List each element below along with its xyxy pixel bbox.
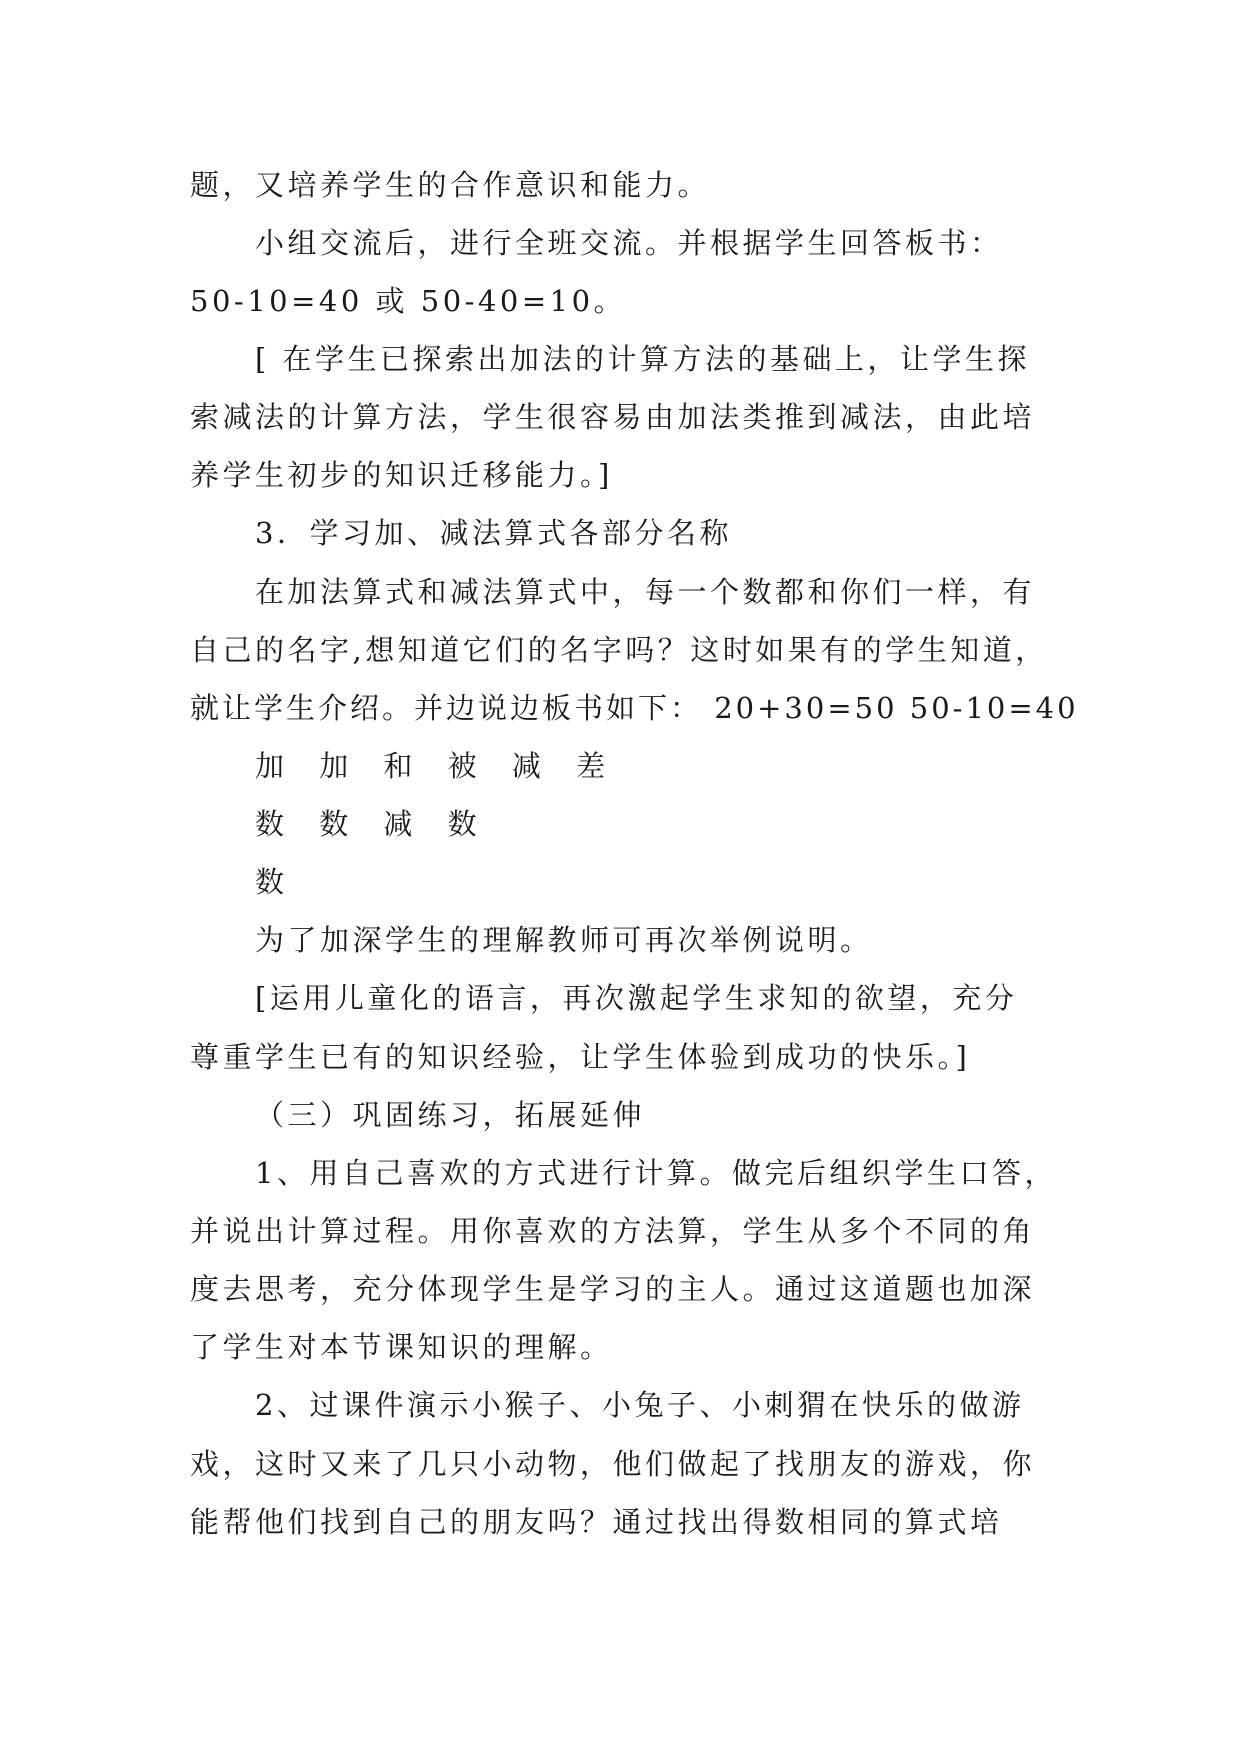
term-labels-row-2: 数 数 减 数: [255, 807, 490, 841]
section-heading-3: 3．学习加、减法算式各部分名称: [255, 516, 732, 550]
section-heading-three: （三）巩固练习，拓展延伸: [255, 1098, 646, 1132]
text-line-8: 在加法算式和减法算式中，每一个数都和你们一样，有: [255, 575, 1036, 609]
term-labels-row-3: 数: [255, 865, 288, 899]
text-line-23: 戏，这时又来了几只小动物，他们做起了找朋友的游戏，你: [190, 1447, 1036, 1481]
text-line-2: 小组交流后，进行全班交流。并根据学生回答板书：: [255, 226, 1003, 260]
term-labels-row-1: 加 加 和 被 减 差: [255, 749, 619, 783]
text-line-15: [运用儿童化的语言，再次激起学生求知的欲望，充分: [255, 981, 1018, 1015]
text-line-1: 题，又培养学生的合作意识和能力。: [190, 168, 711, 202]
text-line-3: 50-10=40 或 50-40=10。: [190, 284, 627, 318]
text-line-16: 尊重学生已有的知识经验，让学生体验到成功的快乐。]: [190, 1040, 971, 1074]
text-line-22: 2、过课件演示小猴子、小兔子、小刺猬在快乐的做游: [255, 1388, 1025, 1422]
text-line-21: 了学生对本节课知识的理解。: [190, 1330, 613, 1364]
text-line-10: 就让学生介绍。并边说边板书如下： 20+30=50 50-10=40: [190, 691, 1079, 725]
text-line-5: 索减法的计算方法，学生很容易由加法类推到减法，由此培: [190, 400, 1036, 434]
text-line-9: 自己的名字,想知道它们的名字吗？这时如果有的学生知道，: [190, 633, 1048, 667]
text-line-18: 1、用自己喜欢的方式进行计算。做完后组织学生口答，: [255, 1156, 1057, 1190]
text-line-19: 并说出计算过程。用你喜欢的方法算，学生从多个不同的角: [190, 1214, 1036, 1248]
text-line-4: [ 在学生已探索出加法的计算方法的基础上，让学生探: [255, 342, 1031, 376]
text-line-24: 能帮他们找到自己的朋友吗？通过找出得数相同的算式培: [190, 1505, 1003, 1539]
text-line-14: 为了加深学生的理解教师可再次举例说明。: [255, 923, 873, 957]
text-line-20: 度去思考，充分体现学生是学习的主人。通过这道题也加深: [190, 1272, 1036, 1306]
text-line-6: 养学生初步的知识迁移能力。]: [190, 458, 613, 492]
